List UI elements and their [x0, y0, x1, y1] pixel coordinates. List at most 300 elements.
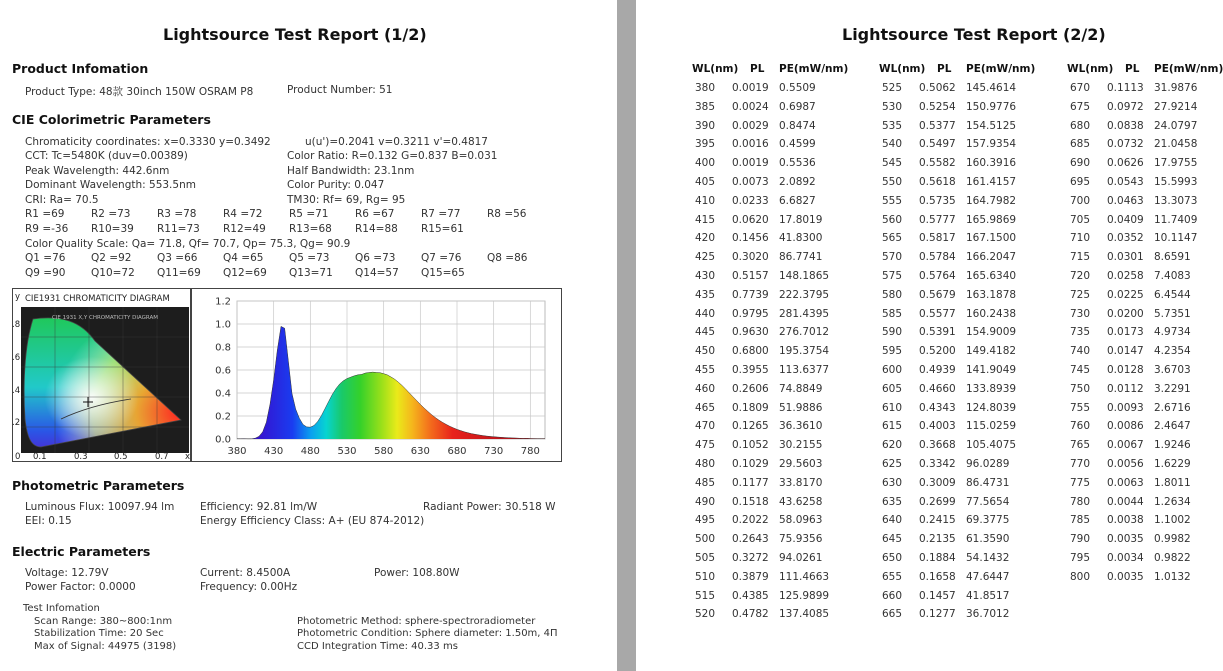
- q-value: Q13=71: [289, 267, 333, 279]
- q-value: Q7 =76: [421, 252, 462, 264]
- cell-wavelength: 455: [695, 364, 716, 376]
- cell-pl: 0.5062: [919, 82, 956, 94]
- cell-pe: 33.8170: [779, 476, 823, 489]
- cell-wavelength: 645: [882, 533, 903, 546]
- cell-wavelength: 460: [695, 382, 716, 395]
- cell-wavelength: 535: [882, 119, 903, 132]
- q-value: Q1 =76: [25, 252, 66, 264]
- cell-wavelength: 520: [695, 608, 716, 621]
- scan-range: Scan Range: 380~800:1nm: [34, 616, 173, 627]
- y-tick-label: 1.0: [215, 319, 231, 331]
- cell-pe: 154.9009: [966, 326, 1017, 339]
- cell-pl: 0.2606: [732, 382, 769, 395]
- cell-pe: 115.0259: [966, 420, 1017, 433]
- cell-pe: 86.4731: [966, 476, 1010, 489]
- dominant-wavelength: Dominant Wavelength: 553.5nm: [25, 179, 196, 191]
- cell-pl: 0.5254: [919, 100, 956, 113]
- report-page-2: [636, 0, 1223, 671]
- cell-pe: 27.9214: [1154, 100, 1198, 113]
- cell-pl: 0.1113: [1107, 82, 1144, 94]
- cell-pl: 0.2643: [732, 533, 769, 546]
- cell-wavelength: 570: [882, 251, 903, 264]
- cell-pl: 0.5577: [919, 307, 956, 320]
- cct-value: CCT: Tc=5480K (duv=0.00389): [25, 150, 188, 162]
- cell-pe: 1.8011: [1154, 476, 1191, 489]
- col-header-pe: PE(mW/nm): [779, 63, 849, 75]
- cell-wavelength: 555: [882, 194, 903, 207]
- cell-wavelength: 385: [695, 100, 716, 113]
- cell-pe: 141.9049: [966, 364, 1017, 376]
- r-value: R3 =78: [157, 208, 197, 220]
- cell-pe: 3.6703: [1154, 364, 1191, 376]
- col-header-pe: PE(mW/nm): [966, 63, 1036, 75]
- cell-pl: 0.5391: [919, 326, 956, 339]
- r-value: R1 =69: [25, 208, 65, 220]
- q-value: Q6 =73: [355, 252, 396, 264]
- cell-wavelength: 760: [1070, 420, 1091, 433]
- r-value: R10=39: [91, 223, 134, 235]
- cell-pe: 15.5993: [1154, 176, 1198, 188]
- cell-wavelength: 525: [882, 82, 903, 94]
- cell-wavelength: 490: [695, 495, 716, 508]
- cell-wavelength: 410: [695, 194, 716, 207]
- r-value: R6 =67: [355, 208, 395, 220]
- cell-wavelength: 660: [882, 589, 903, 602]
- cie-diagram-title: CIE1931 CHROMATICITY DIAGRAM: [25, 294, 170, 304]
- cell-pe: 154.5125: [966, 119, 1017, 132]
- cell-pl: 0.0019: [732, 82, 769, 94]
- cell-pl: 0.0019: [732, 157, 769, 170]
- cell-pl: 0.0073: [732, 176, 769, 188]
- cell-pl: 0.3879: [732, 570, 769, 583]
- energy-efficiency-class: Energy Efficiency Class: A+ (EU 874-2012): [200, 515, 425, 527]
- cell-pl: 0.1518: [732, 495, 769, 508]
- cell-pe: 36.7012: [966, 608, 1010, 621]
- cell-pe: 1.9246: [1154, 439, 1191, 452]
- cell-wavelength: 465: [695, 401, 716, 414]
- cell-pe: 137.4085: [779, 608, 830, 621]
- cell-pl: 0.0972: [1107, 100, 1144, 113]
- cell-wavelength: 685: [1070, 138, 1091, 151]
- cell-wavelength: 740: [1070, 345, 1091, 358]
- cell-wavelength: 480: [695, 458, 716, 470]
- cell-pl: 0.0093: [1107, 401, 1144, 414]
- r-value: R13=68: [289, 223, 332, 235]
- q-value: Q4 =65: [223, 252, 264, 264]
- cell-wavelength: 585: [882, 307, 903, 320]
- cell-pl: 0.1884: [919, 552, 956, 564]
- cell-wavelength: 435: [695, 288, 716, 301]
- cell-pl: 0.3668: [919, 439, 956, 452]
- cell-pe: 145.4614: [966, 82, 1017, 94]
- y-tick-label: 0.8: [215, 342, 231, 354]
- cell-pe: 0.5536: [779, 157, 816, 170]
- cell-pl: 0.0024: [732, 100, 769, 113]
- cell-pl: 0.3955: [732, 364, 769, 376]
- col-header-wl: WL(nm): [1067, 63, 1114, 75]
- cell-wavelength: 590: [882, 326, 903, 339]
- q-value: Q14=57: [355, 267, 399, 279]
- cell-pl: 0.2022: [732, 514, 769, 527]
- cell-pl: 0.0409: [1107, 213, 1144, 226]
- cell-pe: 2.6716: [1154, 401, 1191, 414]
- cell-pl: 0.3020: [732, 251, 769, 264]
- voltage: Voltage: 12.79V: [25, 567, 109, 579]
- cell-pe: 0.5509: [779, 82, 816, 94]
- cell-wavelength: 670: [1070, 82, 1091, 94]
- cri-value: CRI: Ra= 70.5: [25, 194, 99, 206]
- cell-wavelength: 425: [695, 251, 716, 264]
- cell-wavelength: 775: [1070, 476, 1091, 489]
- cell-pe: 0.6987: [779, 100, 816, 113]
- cell-wavelength: 665: [882, 608, 903, 621]
- max-signal: Max of Signal: 44975 (3198): [34, 641, 177, 652]
- cell-pl: 0.5582: [919, 157, 956, 170]
- cell-wavelength: 420: [695, 232, 716, 245]
- cell-pe: 6.6827: [779, 194, 816, 207]
- spectrum-chart-box: [191, 288, 562, 462]
- col-header-pl: PL: [750, 63, 765, 75]
- cell-pe: 113.6377: [779, 364, 830, 376]
- cell-wavelength: 620: [882, 439, 903, 452]
- cell-pl: 0.5817: [919, 232, 956, 245]
- x-tick-label: 580: [374, 446, 394, 457]
- cell-pl: 0.7739: [732, 288, 769, 301]
- cell-wavelength: 540: [882, 138, 903, 151]
- cell-pl: 0.4385: [732, 589, 769, 602]
- cell-pl: 0.0173: [1107, 326, 1144, 339]
- cell-wavelength: 505: [695, 552, 716, 564]
- power: Power: 108.80W: [374, 567, 460, 579]
- cell-pe: 165.9869: [966, 213, 1017, 226]
- cell-pl: 0.3342: [919, 458, 956, 470]
- cell-pl: 0.0838: [1107, 119, 1144, 132]
- cell-wavelength: 720: [1070, 270, 1091, 282]
- r-value: R8 =56: [487, 208, 527, 220]
- cell-pe: 17.9755: [1154, 157, 1198, 170]
- cell-wavelength: 580: [882, 288, 903, 301]
- cell-wavelength: 595: [882, 345, 903, 358]
- cell-pe: 124.8039: [966, 401, 1017, 414]
- cie-y-tick: .6: [12, 353, 21, 363]
- q-value: Q8 =86: [487, 252, 528, 264]
- cell-wavelength: 475: [695, 439, 716, 452]
- cell-pe: 17.8019: [779, 213, 823, 226]
- cell-pl: 0.1177: [732, 476, 769, 489]
- cell-wavelength: 745: [1070, 364, 1091, 376]
- cell-pl: 0.1029: [732, 458, 769, 470]
- cell-pl: 0.9795: [732, 307, 769, 320]
- photometric-method: Photometric Method: sphere-spectroradiometer: [297, 616, 536, 627]
- cell-wavelength: 750: [1070, 382, 1091, 395]
- q-value: Q12=69: [223, 267, 267, 279]
- product-number: Product Number: 51: [287, 84, 393, 96]
- cell-wavelength: 715: [1070, 251, 1091, 264]
- test-info-heading: Test Infomation: [23, 603, 100, 614]
- spectrum-chart: [192, 289, 561, 461]
- cell-pl: 0.0463: [1107, 194, 1144, 207]
- cell-pl: 0.4782: [732, 608, 769, 621]
- cell-pl: 0.9630: [732, 326, 769, 339]
- cie-y-tick: .8: [12, 320, 21, 330]
- photometric-condition: Photometric Condition: Sphere diameter: 1.50m, 4Π: [297, 628, 558, 639]
- cell-pl: 0.3272: [732, 552, 769, 564]
- cell-pe: 281.4395: [779, 307, 830, 320]
- cell-pe: 195.3754: [779, 345, 830, 358]
- radiant-power: Radiant Power: 30.518 W: [423, 501, 556, 513]
- cell-pl: 0.0301: [1107, 251, 1144, 264]
- cell-pl: 0.0128: [1107, 364, 1144, 376]
- cell-pl: 0.0732: [1107, 138, 1144, 151]
- cell-pl: 0.5777: [919, 213, 956, 226]
- cell-pe: 61.3590: [966, 533, 1010, 546]
- y-tick-label: 0.4: [215, 388, 231, 400]
- cie-x-tick: 0.7: [155, 452, 169, 462]
- cell-pl: 0.0038: [1107, 514, 1144, 527]
- cell-wavelength: 515: [695, 589, 716, 602]
- peak-wavelength: Peak Wavelength: 442.6nm: [25, 165, 170, 177]
- cell-pe: 10.1147: [1154, 232, 1198, 245]
- cell-pl: 0.0056: [1107, 458, 1144, 470]
- cell-pe: 111.4663: [779, 570, 830, 583]
- cie-x-tick: 0.1: [33, 452, 47, 462]
- cell-pe: 160.3916: [966, 157, 1017, 170]
- cell-pl: 0.0233: [732, 194, 769, 207]
- cell-pl: 0.5764: [919, 270, 956, 282]
- cell-wavelength: 445: [695, 326, 716, 339]
- cell-pl: 0.0112: [1107, 382, 1144, 395]
- cie-y-tick: .4: [12, 386, 21, 396]
- col-header-pe: PE(mW/nm): [1154, 63, 1223, 75]
- cie-x-axis-label: x: [185, 452, 191, 462]
- current: Current: 8.4500A: [200, 567, 291, 579]
- cell-pe: 4.9734: [1154, 326, 1191, 339]
- cell-pe: 24.0797: [1154, 119, 1198, 132]
- stabilization-time: Stabilization Time: 20 Sec: [34, 628, 164, 639]
- y-tick-label: 0.6: [215, 365, 231, 377]
- cie-params-heading: CIE Colorimetric Parameters: [12, 112, 211, 127]
- uv-coords: u(u')=0.2041 v=0.3211 v'=0.4817: [305, 136, 488, 148]
- cell-pl: 0.0044: [1107, 495, 1144, 508]
- cie-x-tick: 0.3: [74, 452, 88, 462]
- cell-pl: 0.0543: [1107, 176, 1144, 188]
- cell-wavelength: 710: [1070, 232, 1091, 245]
- x-tick-label: 380: [227, 446, 247, 457]
- cell-wavelength: 695: [1070, 176, 1091, 188]
- cell-pl: 0.0620: [732, 213, 769, 226]
- cell-pl: 0.4003: [919, 420, 956, 433]
- cell-pe: 41.8300: [779, 232, 823, 245]
- q-value: Q10=72: [91, 267, 135, 279]
- r-value: R11=73: [157, 223, 200, 235]
- cell-pe: 0.4599: [779, 138, 816, 151]
- cell-pe: 160.2438: [966, 307, 1017, 320]
- cell-pe: 11.7409: [1154, 213, 1198, 226]
- r-value: R7 =77: [421, 208, 461, 220]
- cell-pe: 86.7741: [779, 251, 823, 264]
- power-factor: Power Factor: 0.0000: [25, 581, 136, 593]
- cell-pe: 54.1432: [966, 552, 1010, 564]
- cell-pe: 165.6340: [966, 270, 1017, 282]
- cie-inner-title: CIE 1931 X,Y CHROMATICITY DIAGRAM: [51, 315, 159, 321]
- r-value: R2 =73: [91, 208, 131, 220]
- cell-wavelength: 615: [882, 420, 903, 433]
- cell-wavelength: 415: [695, 213, 716, 226]
- cell-wavelength: 405: [695, 176, 716, 188]
- cqs-value: Color Quality Scale: Qa= 71.8, Qf= 70.7, Qp= 75.3, Qg= 90.9: [25, 238, 351, 250]
- cell-pe: 2.4647: [1154, 420, 1191, 433]
- cell-pe: 133.8939: [966, 382, 1017, 395]
- cell-pl: 0.5679: [919, 288, 956, 301]
- cie-chromaticity-diagram: [12, 288, 191, 462]
- cie-y-tick: .2: [12, 418, 21, 428]
- cell-pe: 31.9876: [1154, 82, 1198, 94]
- cell-wavelength: 450: [695, 345, 716, 358]
- cell-wavelength: 390: [695, 119, 716, 132]
- cell-pl: 0.5497: [919, 138, 956, 151]
- cell-pe: 148.1865: [779, 270, 830, 282]
- cell-pe: 74.8849: [779, 382, 823, 395]
- color-ratio: Color Ratio: R=0.132 G=0.837 B=0.031: [287, 150, 498, 162]
- cell-wavelength: 395: [695, 138, 716, 151]
- cell-pl: 0.4660: [919, 382, 956, 395]
- photometric-heading: Photometric Parameters: [12, 478, 185, 493]
- cell-pl: 0.0035: [1107, 533, 1144, 546]
- cell-pe: 75.9356: [779, 533, 823, 546]
- page-gutter: [617, 0, 636, 671]
- cell-pl: 0.0200: [1107, 307, 1144, 320]
- cell-pe: 1.1002: [1154, 514, 1191, 527]
- cell-pl: 0.0086: [1107, 420, 1144, 433]
- y-tick-label: 1.2: [215, 296, 231, 308]
- cell-pl: 0.1456: [732, 232, 769, 245]
- cell-wavelength: 380: [695, 82, 716, 94]
- q-value: Q2 =92: [91, 252, 132, 264]
- cell-wavelength: 560: [882, 213, 903, 226]
- cell-wavelength: 635: [882, 495, 903, 508]
- cell-pl: 0.1809: [732, 401, 769, 414]
- cell-wavelength: 400: [695, 157, 716, 170]
- cell-wavelength: 655: [882, 570, 903, 583]
- q-value: Q3 =66: [157, 252, 198, 264]
- half-bandwidth: Half Bandwidth: 23.1nm: [287, 165, 415, 177]
- cie-x-tick: 0.5: [114, 452, 128, 462]
- cell-wavelength: 545: [882, 157, 903, 170]
- cell-wavelength: 680: [1070, 119, 1091, 132]
- color-purity: Color Purity: 0.047: [287, 179, 385, 191]
- cell-pe: 13.3073: [1154, 194, 1198, 207]
- q-value: Q9 =90: [25, 267, 66, 279]
- q-value: Q5 =73: [289, 252, 330, 264]
- cell-pe: 167.1500: [966, 232, 1017, 245]
- x-tick-label: 680: [447, 446, 467, 457]
- cell-wavelength: 705: [1070, 213, 1091, 226]
- cell-pl: 0.5618: [919, 176, 956, 188]
- r-value: R5 =71: [289, 208, 329, 220]
- tm30-value: TM30: Rf= 69, Rg= 95: [287, 194, 406, 206]
- cell-wavelength: 725: [1070, 288, 1091, 301]
- cell-pe: 8.6591: [1154, 251, 1191, 264]
- col-header-wl: WL(nm): [879, 63, 926, 75]
- cell-wavelength: 500: [695, 533, 716, 546]
- col-header-pl: PL: [1125, 63, 1140, 75]
- cell-wavelength: 735: [1070, 326, 1091, 339]
- x-tick-label: 480: [300, 446, 320, 457]
- cell-wavelength: 785: [1070, 514, 1091, 527]
- cell-pe: 43.6258: [779, 495, 823, 508]
- cell-pl: 0.5157: [732, 270, 769, 282]
- cell-pl: 0.6800: [732, 345, 769, 358]
- cell-pl: 0.5377: [919, 119, 956, 132]
- cell-pe: 1.2634: [1154, 495, 1191, 508]
- cell-wavelength: 790: [1070, 533, 1091, 546]
- col-header-pl: PL: [937, 63, 952, 75]
- cell-pe: 30.2155: [779, 439, 823, 452]
- cell-wavelength: 780: [1070, 495, 1091, 508]
- product-type: Product Type: 48款 30inch 150W OSRAM P8: [25, 86, 254, 98]
- cell-pl: 0.5735: [919, 194, 956, 207]
- cell-wavelength: 795: [1070, 552, 1091, 564]
- cell-pl: 0.0016: [732, 138, 769, 151]
- cell-pe: 29.5603: [779, 458, 823, 470]
- q-value: Q15=65: [421, 267, 465, 279]
- product-info-heading: Product Infomation: [12, 61, 149, 76]
- cell-wavelength: 640: [882, 514, 903, 527]
- x-tick-label: 630: [410, 446, 430, 457]
- cell-pe: 58.0963: [779, 514, 823, 527]
- efficiency: Efficiency: 92.81 lm/W: [200, 501, 318, 513]
- cell-wavelength: 650: [882, 552, 903, 564]
- cell-wavelength: 610: [882, 401, 903, 414]
- cell-pe: 163.1878: [966, 288, 1017, 301]
- r-value: R9 =-36: [25, 223, 69, 235]
- cell-pe: 222.3795: [779, 288, 830, 301]
- r-value: R4 =72: [223, 208, 263, 220]
- cell-wavelength: 510: [695, 570, 716, 583]
- cie-diagram-plot: [21, 307, 189, 453]
- r-value: R15=61: [421, 223, 464, 235]
- cell-pl: 0.2699: [919, 495, 956, 508]
- cell-pl: 0.0063: [1107, 476, 1144, 489]
- x-tick-label: 530: [337, 446, 357, 457]
- cell-pe: 149.4182: [966, 345, 1017, 358]
- cell-pe: 94.0261: [779, 552, 823, 564]
- cell-pe: 2.0892: [779, 176, 816, 188]
- cell-wavelength: 770: [1070, 458, 1091, 470]
- cie-y-axis-label: y: [15, 292, 21, 302]
- cell-pl: 0.0626: [1107, 157, 1144, 170]
- cell-pe: 4.2354: [1154, 345, 1191, 358]
- cell-pe: 3.2291: [1154, 382, 1191, 395]
- cell-wavelength: 675: [1070, 100, 1091, 113]
- cell-pe: 1.0132: [1154, 570, 1191, 583]
- cell-wavelength: 530: [882, 100, 903, 113]
- x-tick-label: 780: [520, 446, 540, 457]
- cell-wavelength: 625: [882, 458, 903, 470]
- cell-pe: 164.7982: [966, 194, 1017, 207]
- cell-pl: 0.0225: [1107, 288, 1144, 301]
- cell-pe: 1.6229: [1154, 458, 1191, 470]
- cell-wavelength: 600: [882, 364, 903, 376]
- eei-value: EEI: 0.15: [25, 515, 72, 527]
- cell-pl: 0.0035: [1107, 570, 1144, 583]
- cell-pl: 0.1052: [732, 439, 769, 452]
- cell-pe: 69.3775: [966, 514, 1010, 527]
- frequency: Frequency: 0.00Hz: [200, 581, 298, 593]
- cell-pe: 276.7012: [779, 326, 830, 339]
- cell-pe: 51.9886: [779, 401, 823, 414]
- cell-wavelength: 550: [882, 176, 903, 188]
